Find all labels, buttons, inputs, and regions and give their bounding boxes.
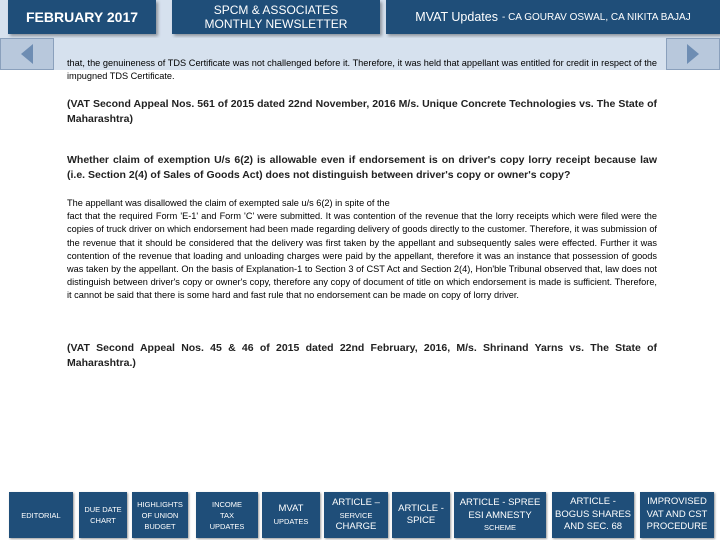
tab-label: UPDATES bbox=[273, 516, 309, 526]
tab-label: AND SEC. 68 bbox=[563, 521, 623, 533]
paragraph-exemption-body: fact that the required Form 'E-1' and Form 'C' were submitted. It was contention of the revenue that the lorry receipts which were filed were the copies of truck driver on which endorsement had been made regarding delivery of goods directly to the customer. Therefore, it was submission of the revenue that it should be considered that the delivery was first taken by the appellant and subsequently sales were effected. Further it was contention of the revenue that loading and unloading charges were paid by the appellant, therefore it was an instance that possession of goods was taken by the appellant. On the basis of Explanation-1 to Section 3 of CST Act and Section 2(4), Hon'ble Tribunal observed that, law does not distinguish between driver's copy or owner's copy, therefore any copy of document of title on which endorsement is made is sufficient. Therefore, it cannot be said that there is some hard and fast rule that no endorsement can be made on copy of lorry driver. bbox=[67, 211, 657, 301]
tab-label: CHARGE bbox=[335, 520, 377, 532]
footer-tab-bar bbox=[0, 488, 720, 540]
tab-label: BUDGET bbox=[144, 521, 176, 531]
tab-due-date-chart[interactable] bbox=[79, 492, 127, 538]
section-title-box bbox=[386, 0, 720, 34]
tab-label: ARTICLE - bbox=[570, 496, 616, 508]
tab-label: UPDATES bbox=[209, 521, 245, 531]
tab-article-spice[interactable] bbox=[392, 492, 450, 538]
tab-label: OF UNION bbox=[141, 510, 179, 520]
citation-shrinand-yarns: (VAT Second Appeal Nos. 45 & 46 of 2015 dated 22nd February, 2016, M/s. Shrinand Yarns vs. The State of Maharashtra.) bbox=[67, 342, 657, 369]
tab-label: EDITORIAL bbox=[21, 510, 61, 520]
tab-label: SPICE bbox=[406, 515, 436, 526]
tab-label: INCOME bbox=[212, 499, 242, 509]
tab-label: VAT AND CST bbox=[646, 508, 708, 520]
paragraph-tds-credit: that, the genuineness of TDS Certificate was not challenged before it. Therefore, it was held that appellant was entitled for credit in respect of the impugned TDS Certificate. bbox=[67, 58, 657, 82]
tab-label: MVAT bbox=[278, 503, 304, 515]
tab-label: SCHEME bbox=[483, 523, 517, 532]
newsletter-month bbox=[8, 0, 156, 34]
section-authors: - CA GOURAV OSWAL, CA NIKITA BAJAJ bbox=[501, 11, 691, 23]
paragraph-exemption bbox=[67, 197, 657, 303]
tab-label: ARTICLE - bbox=[398, 502, 444, 514]
tab-article-spree-esi[interactable] bbox=[454, 492, 546, 538]
triangle-left-icon bbox=[21, 44, 33, 64]
tab-label: IMPROVISED bbox=[647, 496, 707, 508]
tab-label: HIGHLIGHTS bbox=[137, 499, 183, 509]
tab-label: CHART bbox=[90, 516, 116, 525]
newsletter-title-box bbox=[172, 0, 380, 34]
tab-mvat-updates[interactable] bbox=[262, 492, 320, 538]
tab-improvised-vat-cst[interactable] bbox=[640, 492, 714, 538]
question-heading: Whether claim of exemption U/s 6(2) is allowable even if endorsement is on driver's copy lorry receipt because law (i.e. Section 2(4) of Sales of Goods Act) does not distinguish between driver's copy or owner's copy? bbox=[67, 154, 657, 181]
tab-label: ARTICLE – bbox=[332, 497, 380, 508]
tab-article-service-charge[interactable] bbox=[324, 492, 388, 538]
tab-union-budget[interactable] bbox=[132, 492, 188, 538]
tab-label: PROCEDURE bbox=[646, 521, 708, 533]
tab-article-bogus-shares[interactable] bbox=[552, 492, 634, 538]
tab-label: ARTICLE - SPREE bbox=[459, 497, 541, 508]
tab-label: DUE DATE bbox=[84, 505, 122, 514]
paragraph-exemption-first-line: The appellant was disallowed the claim of exempted sale u/s 6(2) in spite of the bbox=[67, 198, 390, 208]
tab-label: BOGUS SHARES bbox=[554, 508, 632, 520]
citation-unique-concrete: (VAT Second Appeal Nos. 561 of 2015 dated 22nd November, 2016 M/s. Unique Concrete Technologies vs. The State of Maharashtra) bbox=[67, 98, 657, 125]
tab-label: SERVICE bbox=[339, 510, 373, 520]
month-label: FEBRUARY 2017 bbox=[25, 9, 139, 25]
next-page-button[interactable] bbox=[666, 38, 720, 70]
newsletter-title-line2: MONTHLY NEWSLETTER bbox=[204, 17, 348, 31]
tab-label: TAX bbox=[219, 510, 235, 520]
section-title: MVAT Updates bbox=[415, 10, 498, 24]
newsletter-title-line1: SPCM & ASSOCIATES bbox=[213, 3, 339, 17]
previous-page-button[interactable] bbox=[0, 38, 54, 70]
header-bar bbox=[0, 0, 720, 38]
tab-label: ESI AMNESTY bbox=[468, 509, 532, 521]
triangle-right-icon bbox=[687, 44, 699, 64]
tab-income-tax-updates[interactable] bbox=[196, 492, 258, 538]
tab-editorial[interactable] bbox=[9, 492, 73, 538]
